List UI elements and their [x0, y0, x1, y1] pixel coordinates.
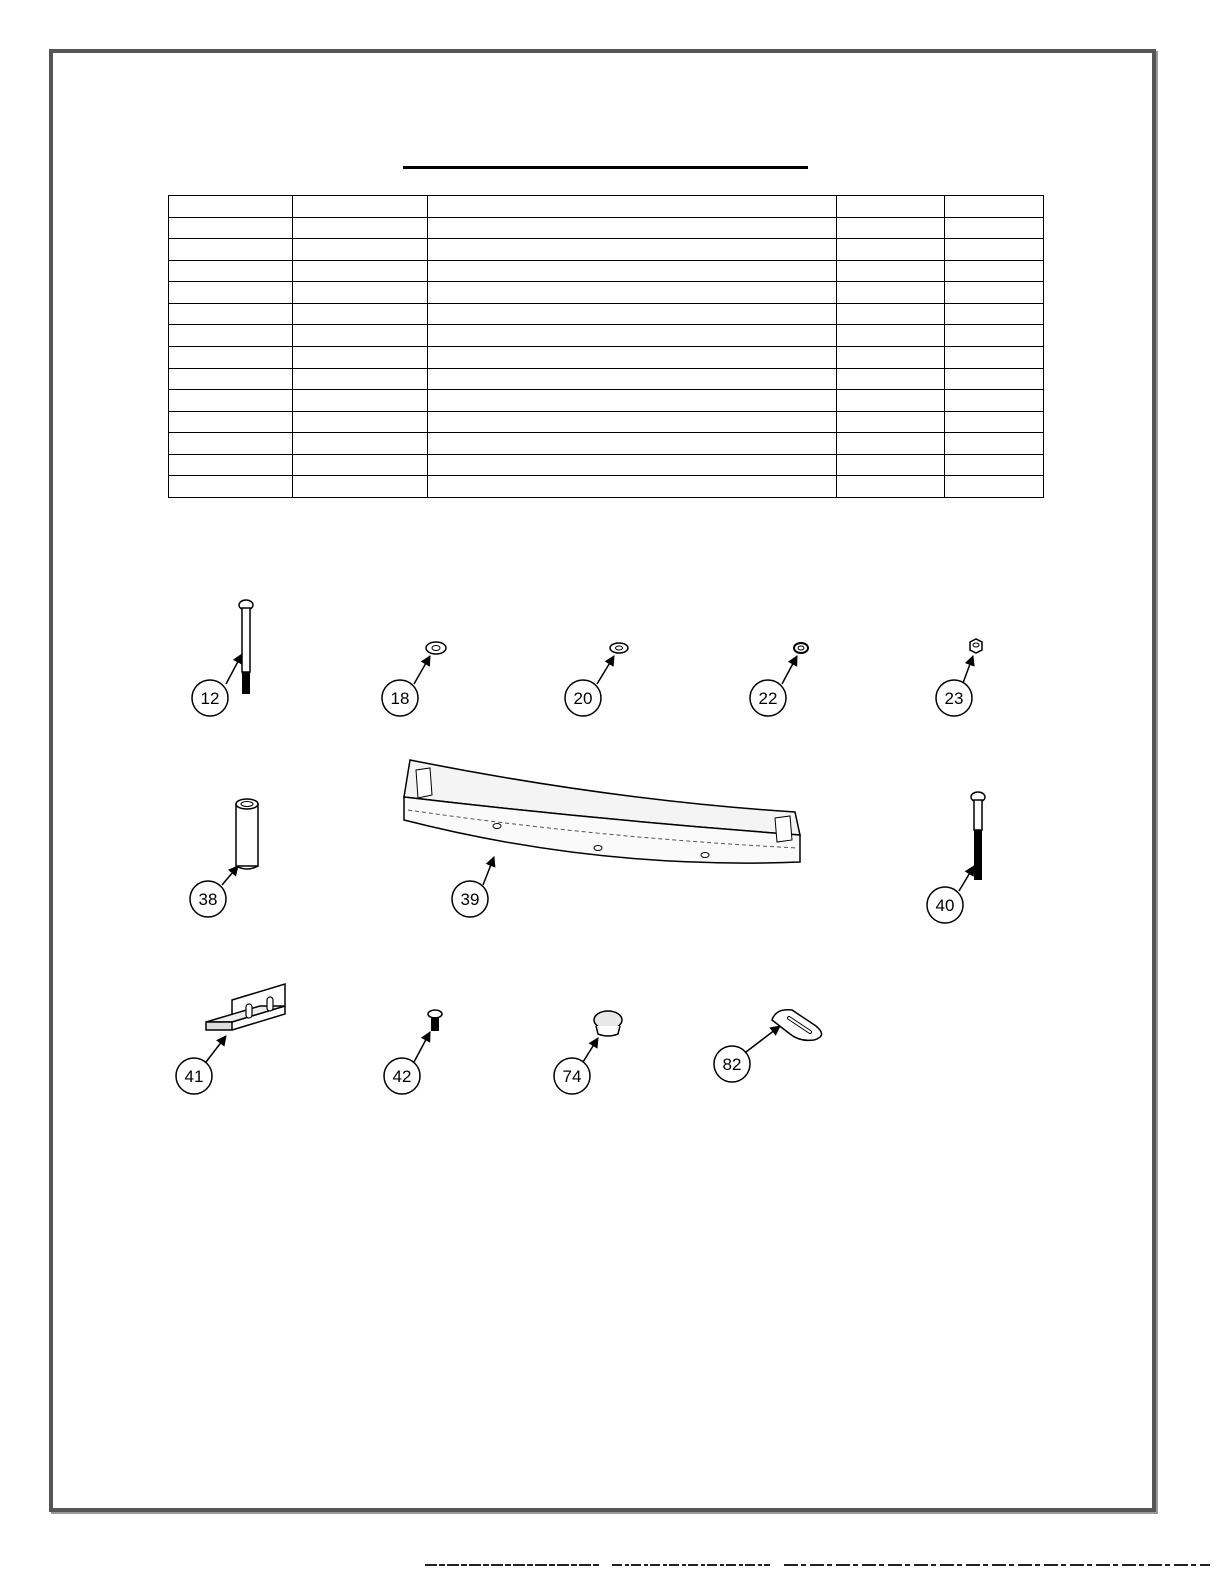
angle-bracket-icon	[206, 984, 285, 1030]
callout-39	[452, 857, 494, 917]
callout-74	[554, 1038, 598, 1094]
callout-41	[176, 1036, 226, 1094]
callout-label: 38	[198, 890, 218, 909]
callout-23	[936, 656, 973, 716]
callout-40	[927, 866, 974, 923]
curved-rail-icon	[404, 760, 800, 863]
callout-18	[382, 656, 430, 716]
callout-42	[384, 1032, 430, 1094]
short-bolt-icon	[428, 1010, 442, 1031]
callout-label: 18	[390, 689, 410, 708]
callout-label: 22	[758, 689, 778, 708]
washer-icon	[610, 643, 628, 653]
callout-22	[750, 656, 797, 716]
callout-label: 40	[935, 896, 955, 915]
callout-20	[565, 656, 614, 716]
spacer-tube-icon	[236, 799, 258, 869]
callout-38	[190, 866, 238, 917]
washer-icon	[426, 642, 446, 654]
scan-artifact-strip	[0, 1560, 1225, 1570]
lock-washer-icon	[794, 643, 808, 653]
callout-label: 20	[573, 689, 593, 708]
hex-nut-icon	[970, 639, 982, 653]
callout-12	[192, 654, 242, 716]
callout-label: 74	[562, 1067, 582, 1086]
callout-82	[714, 1026, 780, 1082]
callout-label: 39	[460, 890, 480, 909]
end-cap-icon	[594, 1011, 622, 1036]
callout-label: 82	[722, 1055, 742, 1074]
callout-label: 41	[184, 1067, 204, 1086]
slotted-plate-icon	[772, 1010, 822, 1041]
long-bolt-icon	[239, 600, 253, 694]
callout-label: 23	[944, 689, 964, 708]
callout-label: 42	[392, 1067, 412, 1086]
callout-label: 12	[200, 689, 220, 708]
